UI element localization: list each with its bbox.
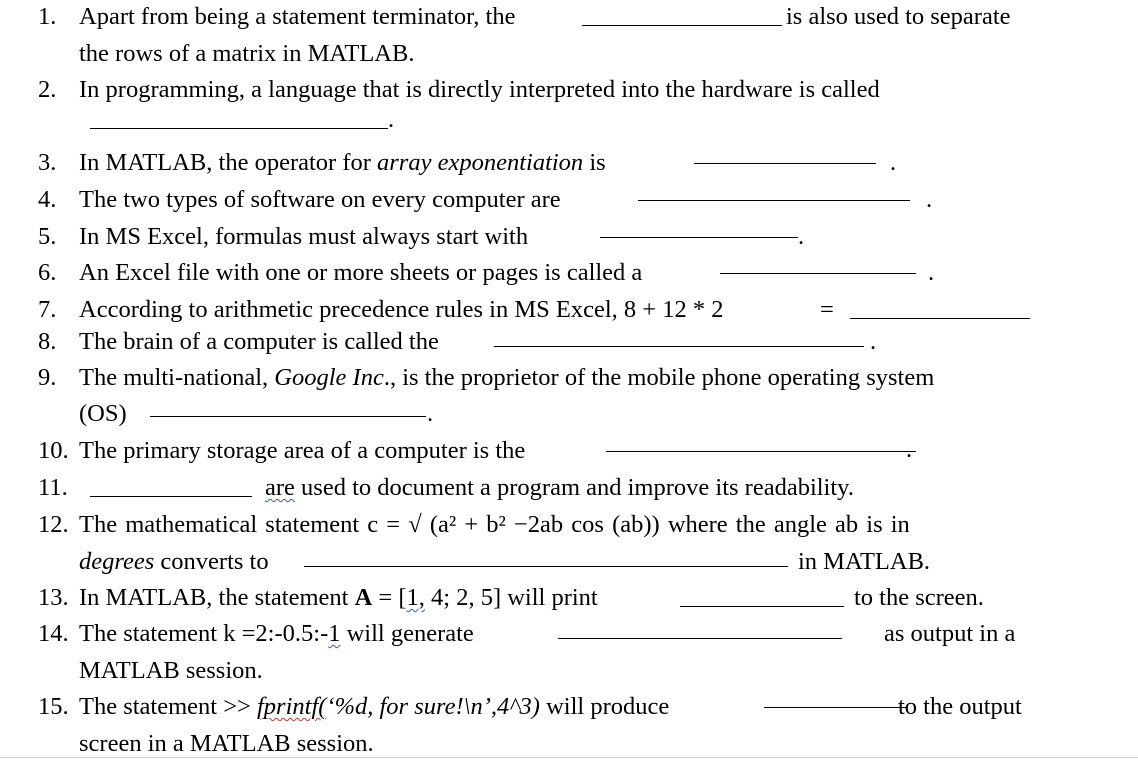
question-number: 3. — [38, 149, 57, 176]
period: . — [870, 328, 877, 355]
question-number: 5. — [38, 223, 57, 250]
question-number: 14. — [38, 620, 69, 647]
question-text: In MS Excel, formulas must always start with — [79, 223, 529, 250]
answer-blank[interactable] — [764, 707, 906, 708]
question-number: 1. — [38, 3, 57, 30]
question-text: The statement >> fprintf(‘%d, for sure!\n’,4^3) will produce — [79, 693, 670, 720]
question-text-cont: to the output — [898, 693, 1022, 720]
period: . — [798, 223, 805, 250]
question-text: are used to document a program and improve its readability. — [265, 474, 854, 501]
question-number: 10. — [38, 437, 69, 464]
question-number: 8. — [38, 328, 57, 355]
answer-blank[interactable] — [90, 128, 388, 129]
question-number: 2. — [38, 76, 57, 103]
question-text-cont: to the screen. — [854, 584, 984, 611]
question-number: 11. — [38, 474, 68, 501]
period: . — [890, 149, 897, 176]
answer-blank[interactable] — [494, 346, 864, 347]
question-number: 12. — [38, 511, 69, 538]
question-text-cont: is also used to separate — [786, 3, 1011, 30]
answer-blank[interactable] — [606, 451, 916, 452]
answer-blank[interactable] — [680, 606, 844, 607]
question-text: In MATLAB, the statement A = [1, 4; 2, 5] will print — [79, 584, 598, 611]
page-bottom-divider — [0, 757, 1138, 758]
question-text: An Excel file with one or more sheets or pages is called a — [79, 259, 643, 286]
question-text: In MATLAB, the operator for array exponentiation is — [79, 149, 606, 176]
question-text: The multi-national, Google Inc., is the proprietor of the mobile phone operating system — [79, 364, 935, 391]
answer-blank[interactable] — [720, 273, 916, 274]
answer-blank[interactable] — [694, 163, 876, 164]
question-number: 13. — [38, 584, 69, 611]
question-number: 7. — [38, 296, 57, 323]
answer-blank[interactable] — [558, 638, 842, 639]
question-text: (OS) — [79, 400, 127, 427]
answer-blank[interactable] — [304, 566, 788, 567]
question-text: screen in a MATLAB session. — [79, 730, 374, 757]
answer-blank[interactable] — [582, 25, 782, 26]
question-text: the rows of a matrix in MATLAB. — [79, 40, 415, 67]
answer-blank[interactable] — [638, 200, 910, 201]
question-text-cont: as output in a — [884, 620, 1016, 647]
question-text: The mathematical statement c = √ (a² + b² −2ab cos (ab)) where the angle ab is in — [79, 511, 910, 538]
answer-blank[interactable] — [90, 496, 252, 497]
question-number: 9. — [38, 364, 57, 391]
period: . — [427, 400, 434, 427]
question-text: The statement k =2:-0.5:-1 will generate — [79, 620, 474, 647]
period: . — [906, 436, 913, 463]
period: . — [388, 106, 395, 133]
period: . — [928, 259, 935, 286]
question-text-cont: in MATLAB. — [798, 548, 931, 575]
question-text: Apart from being a statement terminator, the — [79, 3, 516, 30]
question-text: MATLAB session. — [79, 657, 263, 684]
question-text: The brain of a computer is called the — [79, 328, 439, 355]
answer-blank[interactable] — [600, 237, 798, 238]
question-text: The two types of software on every computer are — [79, 186, 561, 213]
answer-blank[interactable] — [850, 318, 1030, 319]
equals-sign: = — [820, 296, 834, 323]
question-text: In programming, a language that is directly interpreted into the hardware is called — [79, 76, 880, 103]
question-number: 6. — [38, 259, 57, 286]
question-text: degrees converts to — [79, 548, 269, 575]
answer-blank[interactable] — [150, 416, 426, 417]
question-text: According to arithmetic precedence rules in MS Excel, 8 + 12 * 2 — [79, 296, 724, 323]
question-text: The primary storage area of a computer is the — [79, 437, 526, 464]
period: . — [926, 186, 933, 213]
question-number: 4. — [38, 186, 57, 213]
question-number: 15. — [38, 693, 69, 720]
